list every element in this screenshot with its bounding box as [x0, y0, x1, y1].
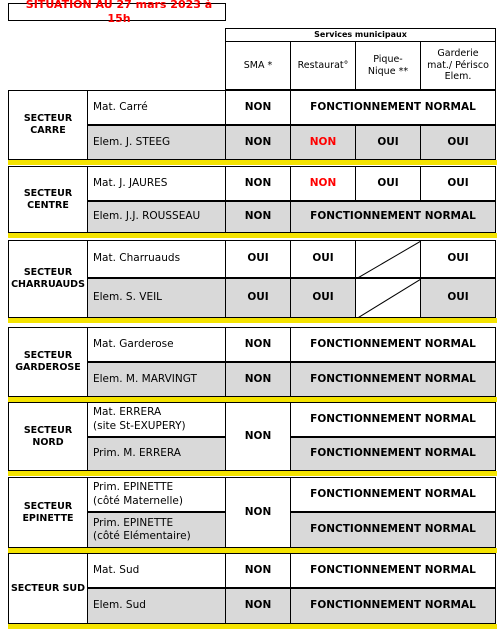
school-name-text: Elem. Sud [93, 599, 146, 612]
sector-separator [8, 471, 497, 476]
school-name-text: Elem. J.J. ROUSSEAU [93, 210, 201, 223]
sma-status-text: NON [244, 176, 272, 189]
school-name-text: Mat. Carré [93, 100, 148, 113]
sma-status-text: NON [244, 563, 272, 576]
status-normal [290, 201, 496, 233]
sma-status-text: NON [244, 505, 272, 518]
restauration-status [290, 278, 355, 318]
column-header-3-text: Garderie mat./ Périsco Elem. [427, 47, 489, 83]
garderie-status [420, 240, 496, 278]
status-normal-text: FONCTIONNEMENT NORMAL [310, 412, 476, 425]
sma-status [225, 477, 290, 548]
services-header [225, 28, 496, 42]
status-normal-text: FONCTIONNEMENT NORMAL [310, 210, 476, 223]
school-name-text: Prim. EPINETTE (côté Elémentaire) [93, 516, 191, 542]
diagonal-line [356, 279, 421, 319]
garderie-status-text: OUI [447, 252, 469, 265]
school-name-text: Mat. J. JAURES [93, 176, 168, 189]
school-name-text: Mat. Garderose [93, 337, 174, 350]
school-name [87, 90, 225, 125]
status-normal [290, 512, 496, 548]
garderie-status-text: OUI [447, 135, 469, 148]
sma-status-text: OUI [247, 252, 269, 265]
sector-name-text: SECTEUR CARRE [23, 113, 73, 136]
school-name [87, 166, 225, 201]
picnic-not-applicable [355, 240, 420, 278]
diagonal-line [356, 241, 421, 279]
restauration-status [290, 166, 355, 201]
sma-status [225, 278, 290, 318]
sma-status [225, 240, 290, 278]
school-name [87, 588, 225, 624]
restauration-status-text: NON [309, 176, 337, 189]
picnic-status-text: OUI [377, 176, 399, 189]
sma-status-text: NON [244, 100, 272, 113]
status-normal [290, 362, 496, 397]
status-normal-text: FONCTIONNEMENT NORMAL [310, 599, 476, 612]
column-header-1-text: Restaurat° [297, 59, 349, 71]
column-header-1 [290, 42, 355, 90]
status-normal [290, 90, 496, 125]
school-name [87, 402, 225, 437]
status-normal-text: FONCTIONNEMENT NORMAL [310, 372, 476, 385]
sector-name [8, 553, 87, 624]
page-title-text: SITUATION AU 27 mars 2023 à 15h [25, 0, 213, 25]
status-normal-text: FONCTIONNEMENT NORMAL [310, 100, 476, 113]
sma-status [225, 166, 290, 201]
sma-status [225, 402, 290, 471]
garderie-status-text: OUI [447, 176, 469, 189]
sma-status [225, 90, 290, 125]
sector-name-text: SECTEUR CENTRE [23, 187, 73, 211]
sector-separator [8, 160, 497, 165]
sma-status-text: OUI [247, 291, 269, 304]
school-name [87, 477, 225, 512]
garderie-status [420, 166, 496, 201]
sector-name [8, 327, 87, 397]
garderie-status [420, 125, 496, 160]
column-header-0 [225, 42, 290, 90]
restauration-status-text: OUI [312, 291, 334, 304]
restauration-status-text: OUI [312, 252, 334, 265]
sector-separator [8, 233, 497, 238]
school-name [87, 201, 225, 233]
sma-status-text: NON [244, 372, 272, 385]
garderie-status-text: OUI [447, 291, 469, 304]
school-name-text: Mat. Sud [93, 563, 140, 576]
sector-name-text: SECTEUR NORD [23, 424, 73, 448]
garderie-status [420, 278, 496, 318]
sector-name-text: SECTEUR GARDEROSE [15, 350, 81, 373]
school-name-text: Mat. ERRERA (site St-EXUPERY) [93, 406, 186, 432]
status-normal [290, 327, 496, 362]
restauration-status [290, 240, 355, 278]
school-name-text: Elem. M. MARVINGT [93, 372, 197, 385]
sma-status-text: NON [244, 429, 272, 442]
sector-separator [8, 318, 497, 323]
picnic-status [355, 125, 420, 160]
picnic-status [355, 166, 420, 201]
column-header-2-text: Pique- Nique ** [367, 53, 409, 77]
restauration-status-text: NON [309, 135, 337, 148]
status-normal-text: FONCTIONNEMENT NORMAL [310, 523, 476, 536]
sector-name [8, 90, 87, 160]
column-header-2 [355, 42, 420, 90]
school-name [87, 125, 225, 160]
school-name [87, 553, 225, 588]
status-normal-text: FONCTIONNEMENT NORMAL [310, 337, 476, 350]
sma-status [225, 553, 290, 588]
sector-name [8, 166, 87, 233]
sma-status [225, 125, 290, 160]
picnic-not-applicable [355, 278, 420, 318]
school-name-text: Mat. Charruauds [93, 252, 181, 265]
status-normal [290, 553, 496, 588]
sma-status [225, 327, 290, 362]
status-normal [290, 437, 496, 471]
sector-separator [8, 624, 497, 629]
sma-status [225, 588, 290, 624]
school-name [87, 362, 225, 397]
page-title [8, 0, 226, 25]
picnic-status-text: OUI [377, 135, 399, 148]
sector-name-text: SECTEUR SUD [10, 582, 86, 594]
school-name-text: Elem. S. VEIL [93, 291, 163, 304]
school-name [87, 327, 225, 362]
sma-status-text: NON [244, 337, 272, 350]
sector-name [8, 477, 87, 548]
school-name [87, 437, 225, 471]
sma-status [225, 201, 290, 233]
school-name [87, 512, 225, 548]
sma-status [225, 362, 290, 397]
restauration-status [290, 125, 355, 160]
status-normal [290, 588, 496, 624]
sma-status-text: NON [244, 135, 272, 148]
status-normal-text: FONCTIONNEMENT NORMAL [310, 487, 476, 500]
services-header-text: Services municipaux [314, 30, 407, 39]
status-normal [290, 477, 496, 512]
sma-status-text: NON [244, 210, 272, 223]
status-normal-text: FONCTIONNEMENT NORMAL [310, 447, 476, 460]
school-name-text: Elem. J. STEEG [93, 135, 171, 148]
sector-name [8, 402, 87, 471]
sector-name-text: SECTEUR CHARRUAUDS [11, 267, 85, 290]
school-name [87, 240, 225, 278]
sector-name [8, 240, 87, 318]
school-name-text: Prim. EPINETTE (côté Maternelle) [93, 481, 183, 507]
school-name-text: Prim. M. ERRERA [93, 447, 181, 460]
sector-name-text: SECTEUR EPINETTE [22, 500, 74, 524]
column-header-3 [420, 42, 496, 90]
status-normal-text: FONCTIONNEMENT NORMAL [310, 563, 476, 576]
column-header-0-text: SMA * [243, 59, 273, 71]
sma-status-text: NON [244, 599, 272, 612]
status-normal [290, 402, 496, 437]
school-name [87, 278, 225, 318]
